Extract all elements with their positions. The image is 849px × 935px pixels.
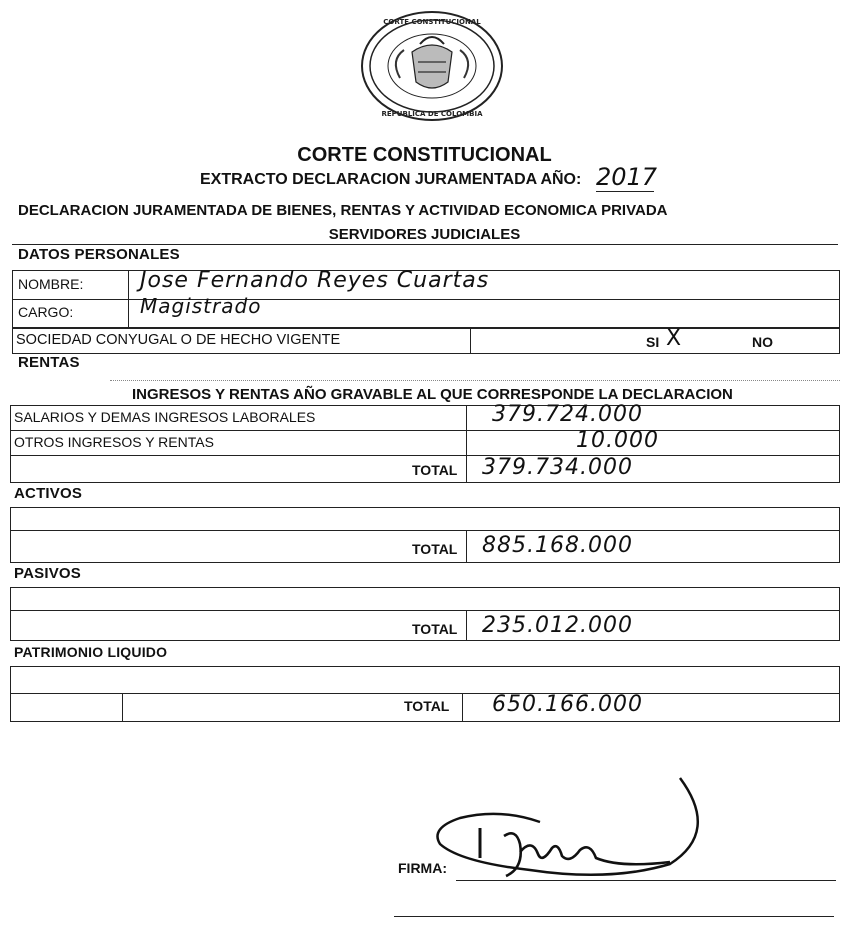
no-label: NO [752, 334, 773, 350]
divider [466, 530, 467, 563]
divider [10, 455, 840, 456]
signature-underline [394, 916, 834, 917]
divider [122, 693, 123, 722]
firma-label: FIRMA: [398, 860, 447, 876]
divider [10, 530, 840, 531]
nombre-value: Jose Fernando Reyes Cuartas [140, 268, 490, 293]
dotted-separator [110, 380, 840, 381]
svg-text:CORTE CONSTITUCIONAL: CORTE CONSTITUCIONAL [383, 18, 481, 26]
pasivos-total-value: 235.012.000 [482, 613, 633, 638]
activos-label: ACTIVOS [14, 485, 83, 502]
extract-subtitle: EXTRACTO DECLARACION JURAMENTADA AÑO: [200, 171, 582, 188]
rentas-row-value: 10.000 [576, 428, 659, 453]
patrimonio-label: PATRIMONIO LIQUIDO [14, 644, 168, 660]
divider [10, 430, 840, 431]
si-mark: X [666, 326, 683, 351]
rentas-row-label: OTROS INGRESOS Y RENTAS [14, 434, 214, 450]
rentas-total-label: TOTAL [412, 462, 458, 478]
court-title: CORTE CONSTITUCIONAL [297, 144, 552, 166]
divider [470, 328, 471, 354]
svg-text:REPUBLICA DE COLOMBIA: REPUBLICA DE COLOMBIA [381, 110, 483, 118]
declaration-heading: DECLARACION JURAMENTADA DE BIENES, RENTAS Y ACTIVIDAD ECONOMICA PRIVADA [18, 202, 668, 219]
court-seal [360, 10, 505, 122]
sociedad-label: SOCIEDAD CONYUGAL O DE HECHO VIGENTE [16, 332, 341, 348]
patrimonio-total-value: 650.166.000 [492, 692, 643, 717]
nombre-label: NOMBRE: [18, 276, 84, 292]
group-heading: SERVIDORES JUDICIALES [328, 226, 521, 243]
activos-total-label: TOTAL [412, 541, 458, 557]
cargo-label: CARGO: [18, 304, 74, 320]
rentas-row-label: SALARIOS Y DEMAS INGRESOS LABORALES [14, 409, 316, 425]
si-label: SI [646, 334, 660, 350]
cargo-value: Magistrado [140, 294, 262, 318]
divider [466, 610, 467, 641]
divider [10, 693, 840, 694]
divider [10, 610, 840, 611]
divider [12, 244, 838, 245]
divider [466, 405, 467, 483]
rentas-label: RENTAS [18, 354, 80, 371]
pasivos-total-label: TOTAL [412, 621, 458, 637]
patrimonio-total-label: TOTAL [404, 698, 450, 714]
divider [12, 299, 840, 300]
divider [128, 270, 129, 328]
rentas-row-value: 379.724.000 [492, 402, 643, 427]
handwritten-signature [420, 772, 720, 892]
rentas-total-value: 379.734.000 [482, 455, 633, 480]
activos-total-value: 885.168.000 [482, 533, 633, 558]
rentas-table-title: INGRESOS Y RENTAS AÑO GRAVABLE AL QUE CORRESPONDE LA DECLARACION [132, 386, 733, 403]
divider [462, 693, 463, 722]
datos-personales-label: DATOS PERSONALES [18, 246, 180, 263]
pasivos-label: PASIVOS [14, 565, 81, 582]
declaration-year: 2017 [596, 163, 658, 191]
